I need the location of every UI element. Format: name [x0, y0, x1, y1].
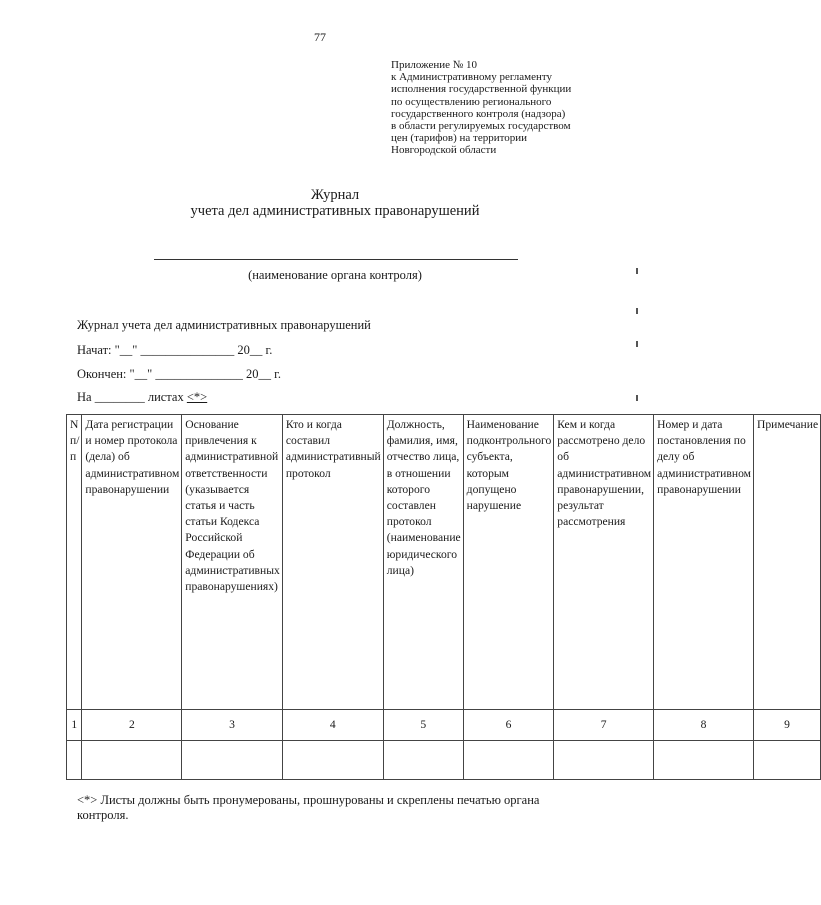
journal-table [66, 414, 821, 780]
header-cell-subject: Наименование подконтрольного субъекта, которым допущено нарушение [463, 415, 554, 710]
empty-cell [282, 741, 383, 780]
appendix-line: Новгородской области [391, 144, 497, 157]
column-number: 8 [654, 710, 754, 741]
authority-name-rule [154, 259, 518, 260]
column-number: 3 [182, 710, 283, 741]
appendix-block [391, 59, 631, 157]
appendix-line: исполнения государственной функции [391, 83, 572, 96]
empty-cell [383, 741, 463, 780]
header-cell-number: N п/п [67, 415, 82, 710]
authority-caption: (наименование органа контроля) [248, 268, 422, 282]
empty-cell [82, 741, 182, 780]
journal-name: Журнал учета дел административных правонарушений [77, 318, 371, 332]
scan-artifact [636, 268, 638, 274]
appendix-line: по осуществлению регионального [391, 95, 552, 108]
appendix-line: в области регулируемых государством [391, 120, 571, 133]
appendix-line: государственного контроля (надзора) [391, 107, 566, 120]
appendix-line: Приложение № 10 [391, 59, 478, 71]
column-number: 4 [282, 710, 383, 741]
empty-cell [554, 741, 654, 780]
column-number: 7 [554, 710, 654, 741]
sheets-footnote-ref: <*> [186, 390, 208, 404]
footnote: <*> Листы должны быть пронумерованы, прошнурованы и скреплены печатью органа контроля. [77, 793, 540, 822]
column-number-row [67, 710, 821, 741]
empty-cell [654, 741, 754, 780]
column-number: 2 [82, 710, 182, 741]
column-number: 9 [753, 710, 820, 741]
empty-cell [753, 741, 820, 780]
header-cell-review: Кем и когда рассмотрено дело об административном правонарушении, результат рассмотрения [554, 415, 654, 710]
appendix-line: цен (тарифов) на территории [391, 132, 528, 145]
title-line-1: Журнал [310, 187, 360, 203]
empty-cell [463, 741, 554, 780]
document-title [0, 187, 670, 219]
column-number: 6 [463, 710, 554, 741]
empty-cell [67, 741, 82, 780]
empty-entry-row [67, 741, 821, 780]
page-number: 77 [314, 30, 326, 44]
header-row [67, 415, 821, 710]
scan-artifact [636, 395, 638, 401]
header-cell-person: Должность, фамилия, имя, отчество лица, в отношении которого составлен протокол (наименование юридического лица) [383, 415, 463, 710]
header-cell-note: Примечание [753, 415, 820, 710]
scan-artifact [636, 308, 638, 314]
header-cell-resolution: Номер и дата постановления по делу об административном правонарушении [654, 415, 754, 710]
sheets-line [77, 390, 207, 405]
scan-artifact [636, 341, 638, 347]
title-line-2: учета дел административных правонарушений [190, 203, 480, 219]
started-line: Начат: "__" _______________ 20__ г. [77, 343, 273, 357]
appendix-line: к Административному регламенту [391, 71, 553, 84]
column-number: 1 [67, 710, 82, 741]
header-cell-registration: Дата регистрации и номер протокола (дела) об административном правонарушении [82, 415, 182, 710]
finished-line: Окончен: "__" ______________ 20__ г. [77, 367, 281, 381]
column-number: 5 [383, 710, 463, 741]
sheets-prefix: На ________ листах [77, 390, 187, 404]
header-cell-grounds: Основание привлечения к административной ответственности (указывается статья и часть статьи Кодекса Российской Федерации об административных правонарушениях) [182, 415, 283, 710]
empty-cell [182, 741, 283, 780]
header-cell-composer: Кто и когда составил административный протокол [282, 415, 383, 710]
